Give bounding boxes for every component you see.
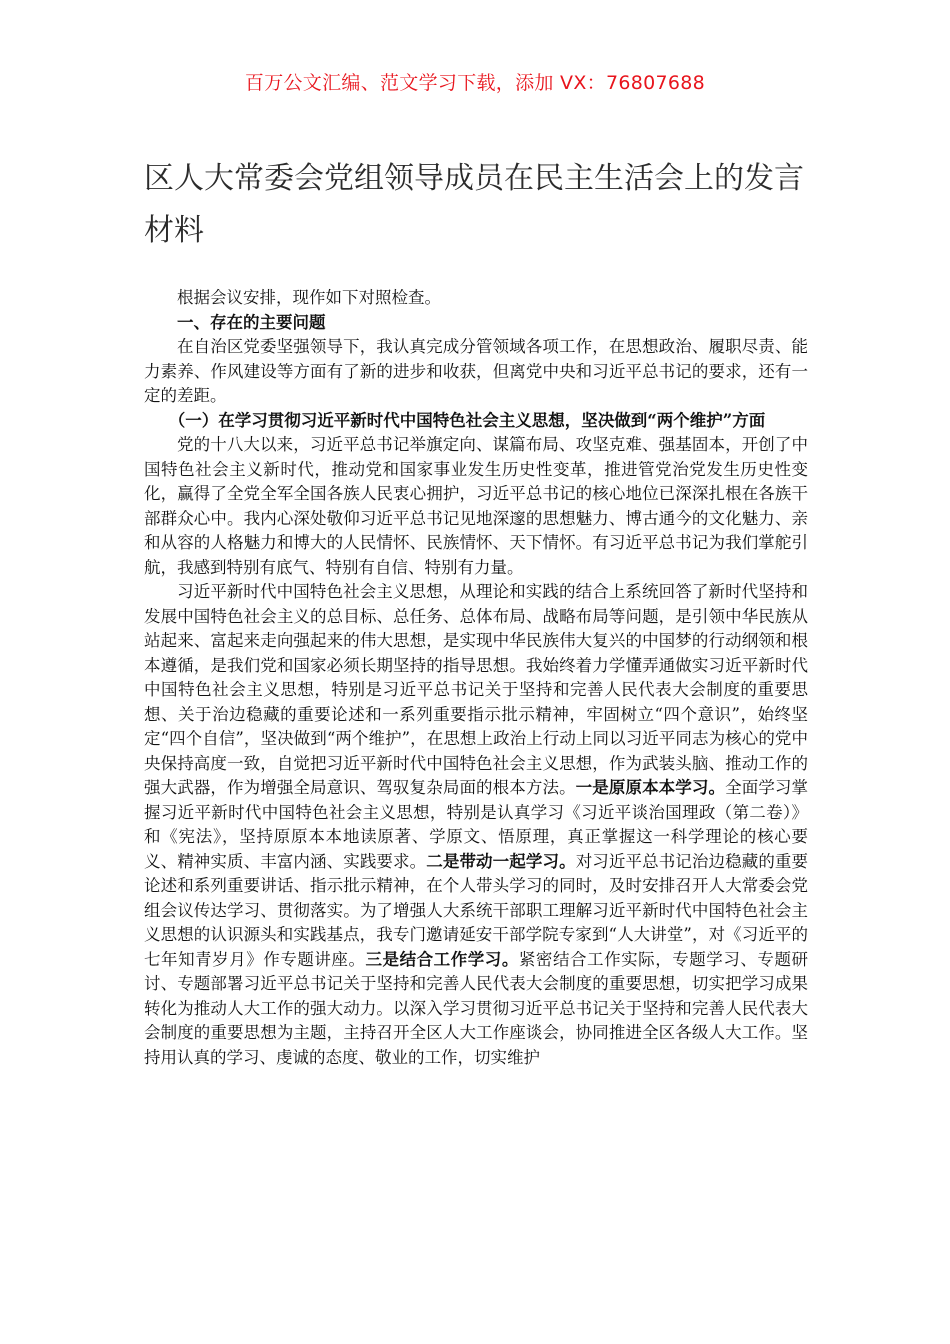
body-paragraph: 党的十八大以来，习近平总书记举旗定向、谋篇布局、攻坚克难、强基固本，开创了中国特色社会主义新时代，推动党和国家事业发生历史性变革，推进管党治党发生历史性变化，赢得了全党全军全国各族人民衷心拥护，习近平总书记的核心地位已深深扎根在各族干部群众心中。我内心深处敬仰习近平总书记见地深邃的思想魅力、博古通今的文化魅力、亲和从容的人格魅力和博大的人民情怀、民族情怀、天下情怀。有习近平总书记为我们掌舵引航，我感到特别有底气、特别有自信、特别有力量。 xyxy=(144,435,808,577)
document-title: 区人大常委会党组领导成员在民主生活会上的发言材料 xyxy=(144,161,804,248)
paragraph-text: 习近平新时代中国特色社会主义思想，从理论和实践的结合上系统回答了新时代坚持和发展中国特色社会主义的总目标、总任务、总体布局、战略布局等问题，是引领中华民族从站起来、富起来走向强起来的伟大思想，是实现中华民族伟大复兴的中国梦的行动纲领和根本遵循，是我们党和国家必须长期坚持的指导思想。我始终着力学懂弄通做实习近平新时代中国特色社会主义思想，特别是习近平总书记关于坚持和完善人民代表大会制度的重要思想、关于治边稳藏的重要论述和一系列重要指示批示精神，牢固树立“四个意识”，始终坚定“四个自信”，坚决做到“两个维护”，在思想上政治上行动上同以习近平同志为核心的党中央保持高度一致，自觉把习近平新时代中国特色社会主义思想，作为武装头脑、推动工作的强大武器，作为增强全局意识、驾驭复杂局面的根本方法。 xyxy=(144,582,808,797)
watermark-banner: 百万公文汇编、范文学习下载，添加 VX：76807688 xyxy=(244,72,706,94)
section-heading: 一、存在的主要问题 xyxy=(177,312,326,332)
document-body xyxy=(144,286,808,1070)
paragraph-text: 全面学习掌握习近平新时代中国特色社会主义思想，特别是认真学习《习近平谈治国理政（第二卷）》和《宪法》，坚持原原本本地读原著、学原文、悟原理，真正掌握这一科学理论的核心要义、精神实质、丰富内涵、实践要求。 xyxy=(144,778,809,871)
section-paragraph: 在自治区党委坚强领导下，我认真完成分管领域各项工作，在思想政治、履职尽责、能力素养、作风建设等方面有了新的进步和收获，但离党中央和习近平总书记的要求，还有一定的差距。 xyxy=(144,337,808,405)
subsection-heading: （一）在学习贯彻习近平新时代中国特色社会主义思想，坚决做到“两个维护”方面 xyxy=(168,410,766,430)
body-paragraph xyxy=(144,580,808,1070)
bold-lead: 二是带动一起学习。 xyxy=(426,851,576,871)
paragraph-text: 对习近平总书记治边稳藏的重要论述和系列重要讲话、指示批示精神，在个人带头学习的同时，及时安排召开人大常委会党组会议传达学习、贯彻落实。为了增强人大系统干部职工理解习近平新时代中国特色社会主义思想的认识源头和实践基点，我专门邀请延安干部学院专家到“人大讲堂”，对《习近平的七年知青岁月》作专题讲座。 xyxy=(144,851,809,969)
bold-lead: 一是原原本本学习。 xyxy=(575,778,726,797)
paragraph-text: 紧密结合工作实际，专题学习、专题研讨、专题部署习近平总书记关于坚持和完善人民代表大会制度的重要思想，切实把学习成果转化为推动人大工作的强大动力。以深入学习贯彻习近平总书记关于坚持和完善人民代表大会制度的重要思想为主题，主持召开全区人大工作座谈会，协同推进全区各级人大工作。坚持用认真的学习、虔诚的态度、敬业的工作，切实维护 xyxy=(144,949,809,1067)
bold-lead: 三是结合工作学习。 xyxy=(365,949,519,969)
intro-paragraph: 根据会议安排，现作如下对照检查。 xyxy=(177,288,441,307)
